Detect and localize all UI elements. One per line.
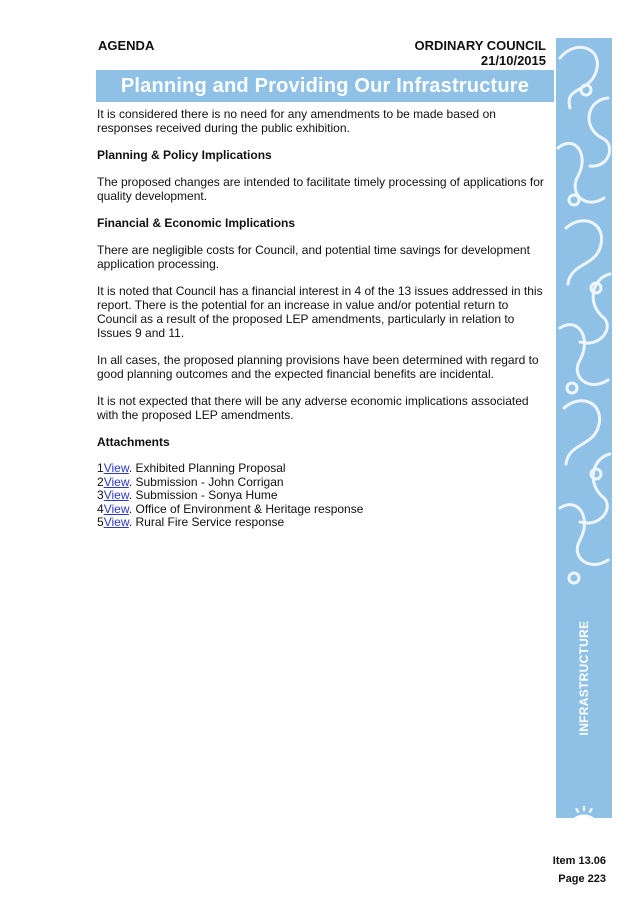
section-banner <box>96 70 554 102</box>
attachment-number: 3 <box>97 488 104 503</box>
meeting-title: ORDINARY COUNCIL <box>414 38 546 53</box>
heading-financial-economic: Financial & Economic Implications <box>97 216 296 230</box>
attachments-list <box>97 462 545 530</box>
body-paragraph: It is considered there is no need for any amendments to be made based on responses received during the public exhibition. <box>97 107 496 135</box>
document-body <box>97 107 545 530</box>
meeting-date: 21/10/2015 <box>480 53 546 68</box>
attachment-number: 2 <box>97 474 104 489</box>
sidebar-strip <box>556 38 612 842</box>
section-title: Planning and Providing Our Infrastructure <box>120 74 530 97</box>
attachment-view-link[interactable]: View <box>103 515 129 530</box>
attachment-item <box>97 489 545 503</box>
logo-wordmark: HASTINGS <box>556 832 612 842</box>
sunburst-icon <box>569 806 599 820</box>
item-number: Item 13.06 <box>552 855 606 867</box>
attachment-title: . Rural Fire Service response <box>128 515 285 530</box>
page-number: Page 223 <box>558 873 606 885</box>
attachment-view-link[interactable]: View <box>103 461 129 475</box>
attachment-number: 1 <box>97 461 104 475</box>
attachment-view-link[interactable]: View <box>103 474 129 489</box>
attachment-title: . Submission - John Corrigan <box>128 474 284 489</box>
body-paragraph: It is not expected that there will be any adverse economic implications associated with the proposed LEP amendments. <box>97 394 529 422</box>
body-paragraph: There are negligible costs for Council, and potential time savings for development application processing. <box>97 243 530 271</box>
attachment-number: 5 <box>97 515 104 530</box>
attachment-title: . Submission - Sonya Hume <box>128 488 278 503</box>
meeting-header <box>415 38 546 68</box>
attachment-item <box>97 476 545 490</box>
agenda-label: AGENDA <box>98 38 155 53</box>
heading-planning-policy: Planning & Policy Implications <box>97 148 272 162</box>
attachment-view-link[interactable]: View <box>103 488 129 503</box>
attachment-number: 4 <box>97 501 104 516</box>
page-footer <box>553 852 606 888</box>
attachment-view-link[interactable]: View <box>103 501 129 516</box>
attachment-title: . Office of Environment & Heritage response <box>128 501 364 516</box>
council-logo <box>556 806 612 842</box>
body-paragraph: It is noted that Council has a financial interest in 4 of the 13 issues addressed in this report. There is the potential for an increase in value and/or potential return to Council as a result of the proposed LEP amendments, particularly in relation to Issues 9 and 11. <box>97 284 543 340</box>
attachment-item <box>97 462 545 476</box>
body-paragraph: In all cases, the proposed planning provisions have been determined with regard to good planning outcomes and the expected financial benefits are incidental. <box>97 353 539 381</box>
swirl-pattern-icon <box>556 38 612 598</box>
logo-subtitle: PORT MACQUARIE <box>557 826 611 832</box>
attachment-item <box>97 516 545 530</box>
sidebar-section-label: INFRASTRUCTURE <box>577 620 591 736</box>
attachment-item <box>97 503 545 517</box>
attachment-title: . Exhibited Planning Proposal <box>128 461 286 475</box>
heading-attachments: Attachments <box>97 435 170 449</box>
body-paragraph: The proposed changes are intended to facilitate timely processing of applications for quality development. <box>97 175 544 203</box>
